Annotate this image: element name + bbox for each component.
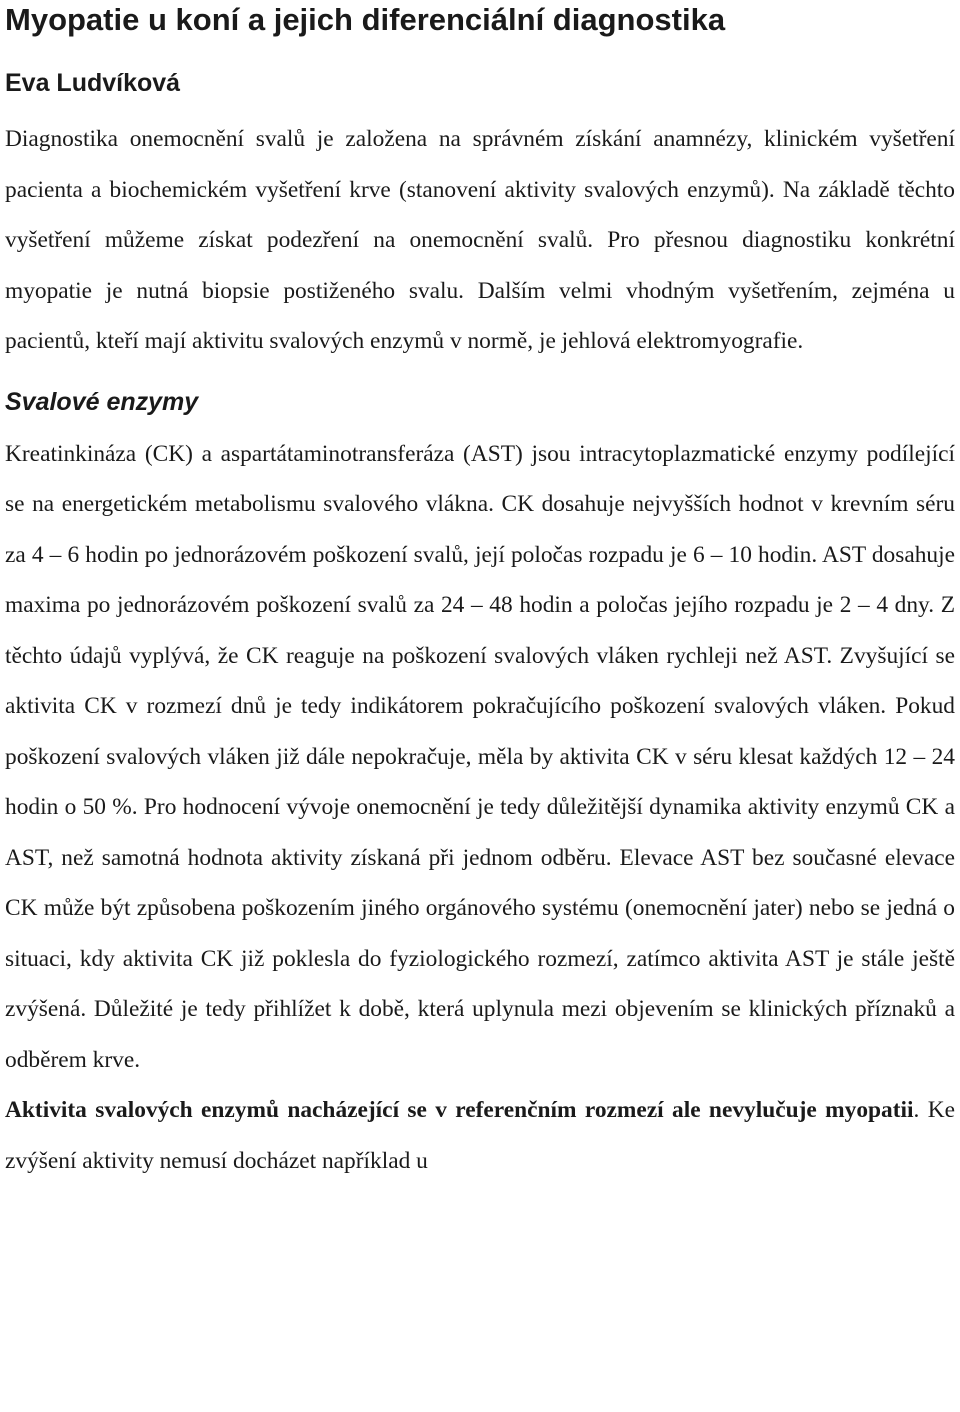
document-page xyxy=(5,0,955,1186)
reference-range-bold-text: Aktivita svalových enzymů nacházející se v referenčním rozmezí ale nevylučuje myopatii xyxy=(5,1097,914,1123)
document-title: Myopatie u koní a jejich diferenciální diagnostika xyxy=(5,2,726,37)
reference-range-paragraph xyxy=(5,1085,955,1186)
enzymes-paragraph: Kreatinkináza (CK) a aspartátaminotransferáza (AST) jsou intracytoplazmatické enzymy podílející se na energetickém metabolismu svalového vlákna. CK dosahuje nejvyšších hodnot v krevním séru za 4 – 6 hodin po jednorázovém poškození svalů, její poločas rozpadu je 6 – 10 hodin. AST dosahuje maxima po jednorázovém poškození svalů za 24 – 48 hodin a poločas jejího rozpadu je 2 – 4 dny. Z těchto údajů vyplývá, že CK reaguje na poškození svalových vláken rychleji než AST. Zvyšující se aktivita CK v rozmezí dnů je tedy indikátorem pokračujícího poškození svalových vláken. Pokud poškození svalových vláken již dále nepokračuje, měla by aktivita CK v séru klesat každých 12 – 24 hodin o 50 %. Pro hodnocení vývoje onemocnění je tedy důležitější dynamika aktivity enzymů CK a AST, než samotná hodnota aktivity získaná při jednom odběru. Elevace AST bez současné elevace CK může být způsobena poškozením jiného orgánového systému (onemocnění jater) nebo se jedná o situaci, kdy aktivita CK již poklesla do fyziologického rozmezí, zatímco aktivita AST je stále ještě zvýšená. Důležité je tedy přihlížet k době, která uplynula mezi objevením se klinických příznaků a odběrem krve. xyxy=(5,440,955,1073)
intro-paragraph: Diagnostika onemocnění svalů je založena na správném získání anamnézy, klinickém vyšetření pacienta a biochemickém vyšetření krve (stanovení aktivity svalových enzymů). Na základě těchto vyšetření můžeme získat podezření na onemocnění svalů. Pro přesnou diagnostiku konkrétní myopatie je nutná biopsie postiženého svalu. Dalším velmi vhodným vyšetřením, zejména u pacientů, kteří mají aktivitu svalových enzymů v normě, je jehlová elektromyografie. xyxy=(5,126,955,354)
reference-range-text: . Ke zvýšení aktivity nemusí docházet například u xyxy=(5,1097,955,1174)
section-heading-enzymes: Svalové enzymy xyxy=(5,387,199,416)
author-name: Eva Ludvíková xyxy=(5,69,181,97)
